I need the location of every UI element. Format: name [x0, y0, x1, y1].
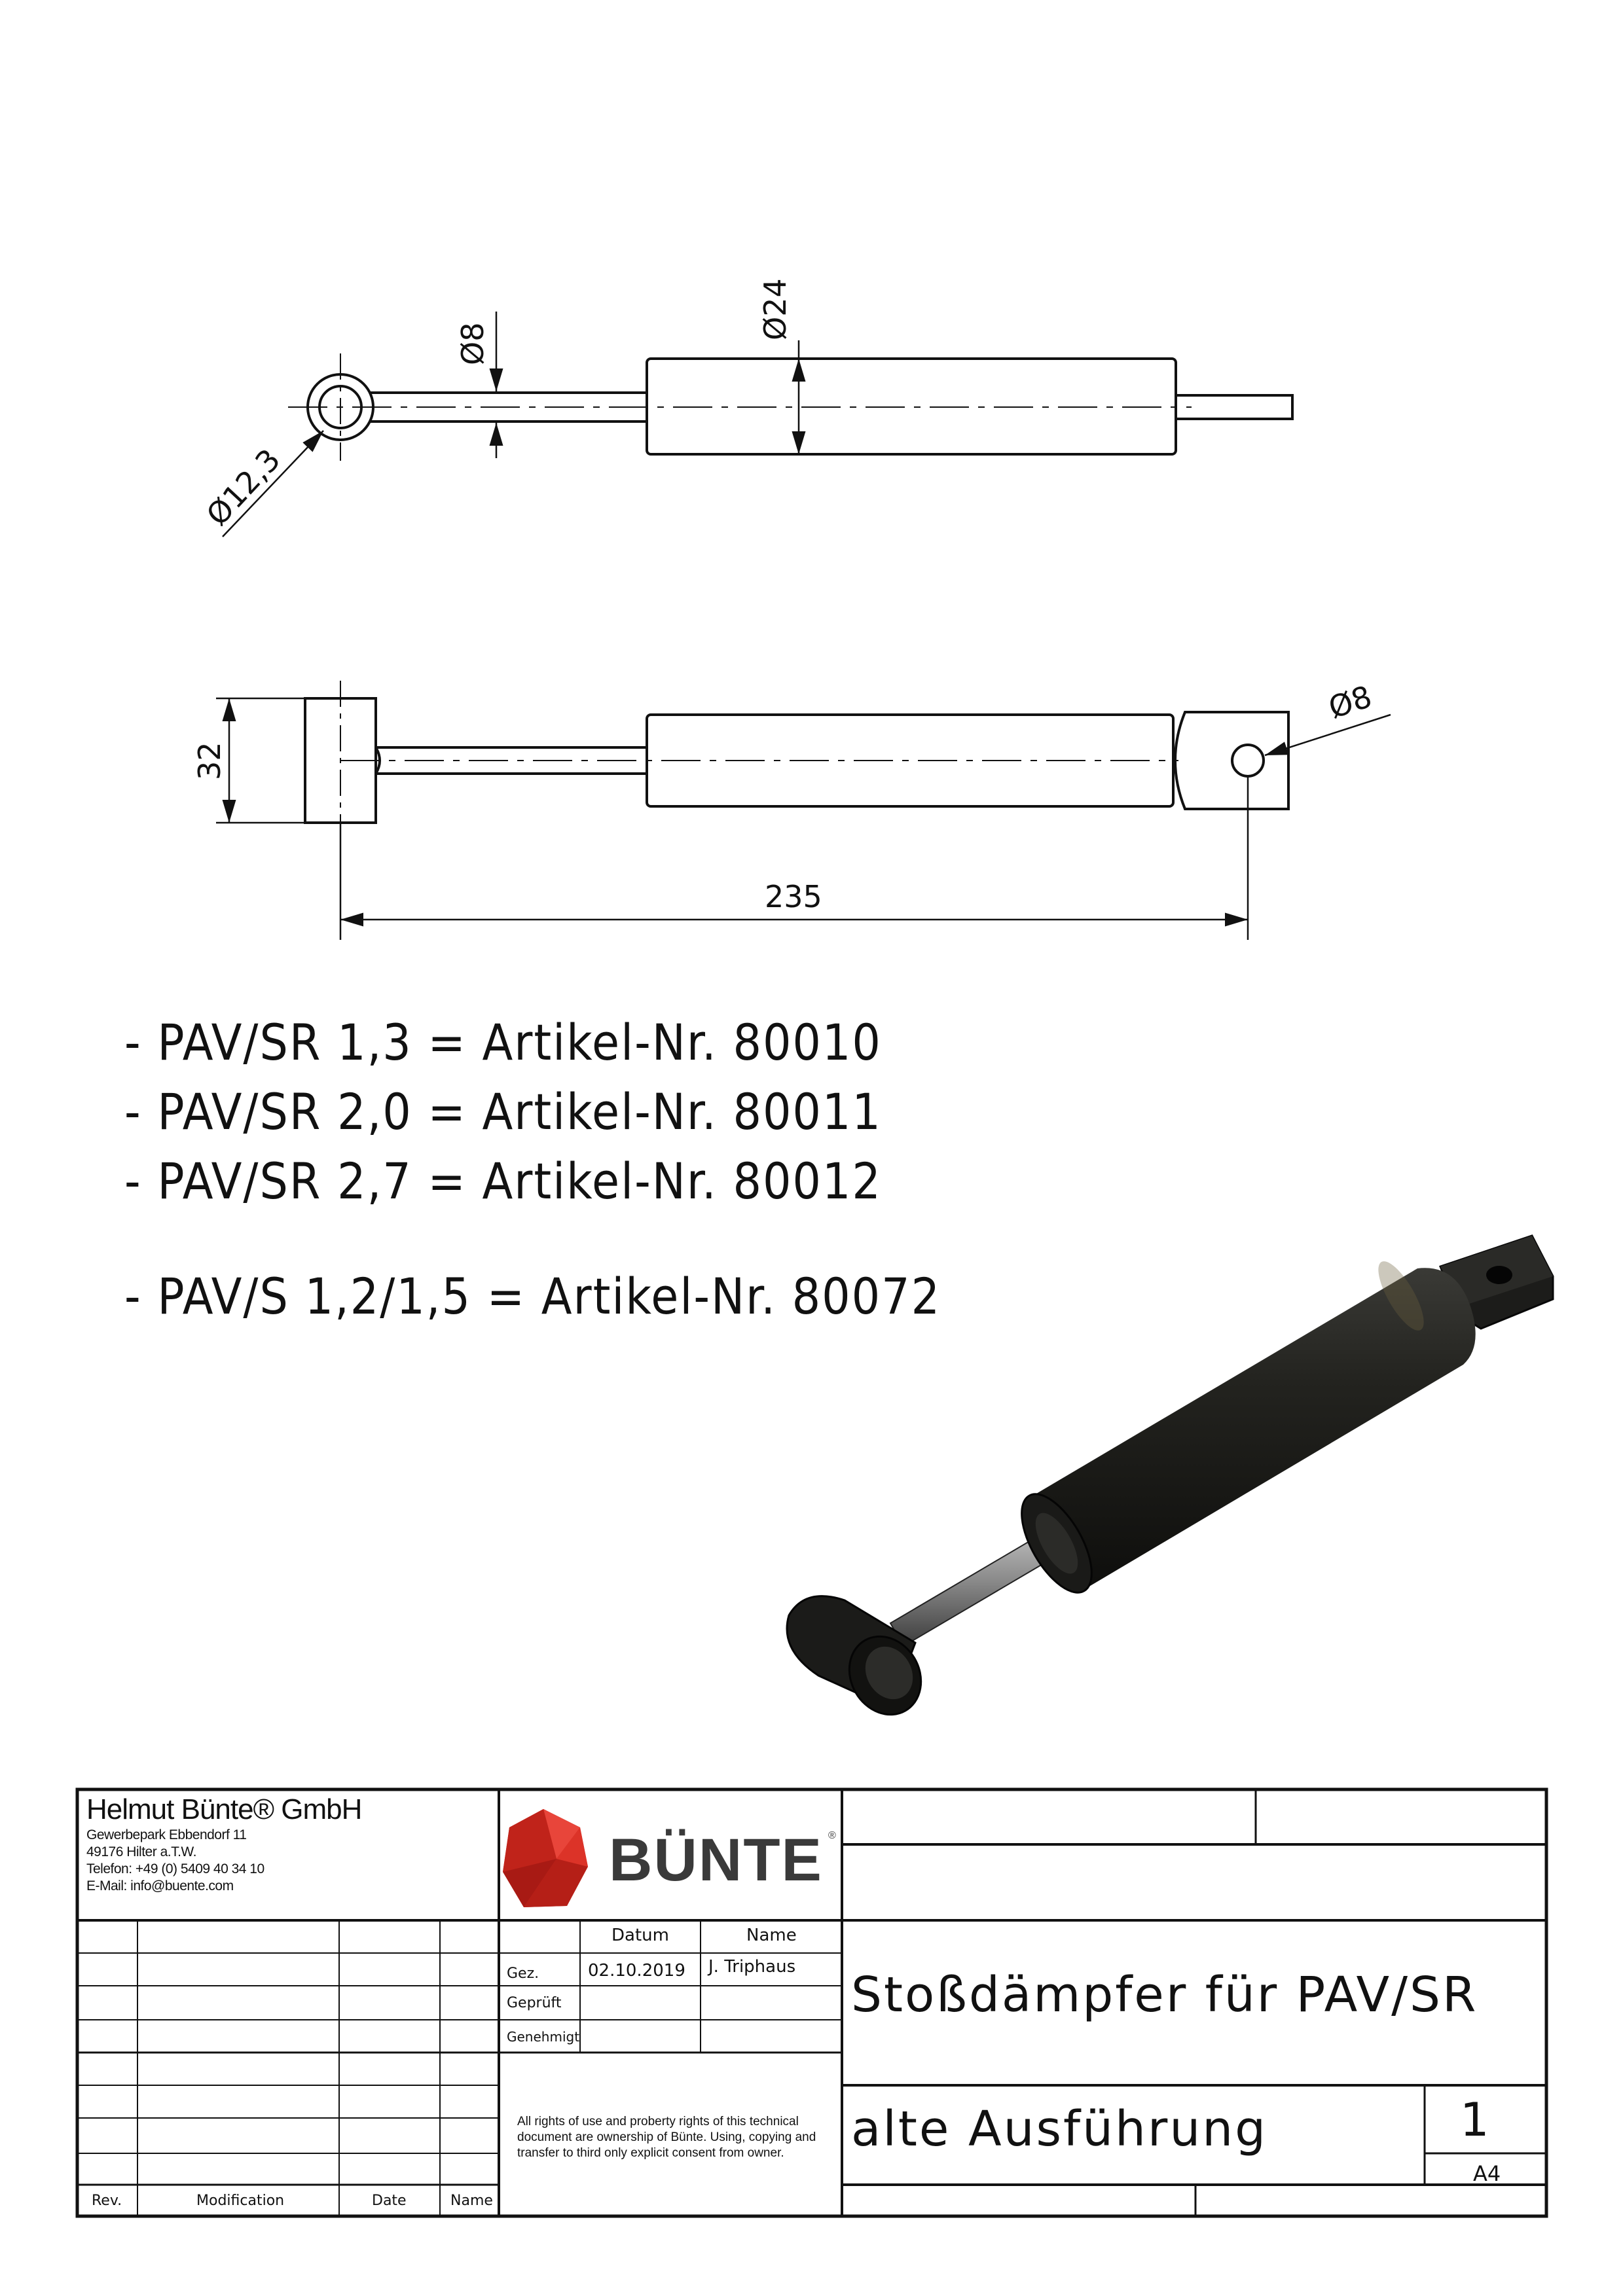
- address-line-1: Gewerbepark Ebbendorf 11: [86, 1827, 247, 1842]
- address-phone: Telefon: +49 (0) 5409 40 34 10: [86, 1861, 264, 1876]
- bracket-hole: [1232, 745, 1264, 776]
- paper-format: A4: [1473, 2161, 1501, 2186]
- gez-name: J. Triphaus: [708, 1957, 796, 1977]
- brand-wordmark: BÜNTE: [609, 1827, 823, 1893]
- row-genehmigt: Genehmigt: [507, 2029, 580, 2045]
- buente-logo-icon: [503, 1809, 588, 1907]
- dim-rod-diameter: Ø8: [455, 322, 490, 365]
- part-line-4: - PAV/S 1,2/1,5 = Artikel-Nr. 80072: [124, 1267, 941, 1325]
- gez-date: 02.10.2019: [588, 1961, 685, 1981]
- brand-registered-mark: ®: [828, 1830, 836, 1841]
- col-modification: Modification: [196, 2193, 285, 2209]
- drawing-title: Stoßdämpfer für PAV/SR: [851, 1967, 1478, 2023]
- part-line-1: - PAV/SR 1,3 = Artikel-Nr. 80010: [124, 1013, 882, 1071]
- part-line-3: - PAV/SR 2,7 = Artikel-Nr. 80012: [124, 1152, 882, 1210]
- col-name-rev: Name: [450, 2193, 493, 2209]
- col-date: Date: [372, 2193, 407, 2209]
- row-geprueft: Geprüft: [507, 1995, 562, 2011]
- part-line-2: - PAV/SR 2,0 = Artikel-Nr. 80011: [124, 1083, 882, 1141]
- drawing-subtitle: alte Ausführung: [851, 2101, 1268, 2157]
- address-email: E-Mail: info@buente.com: [86, 1878, 234, 1893]
- col-datum: Datum: [611, 1926, 669, 1945]
- sheet-number: 1: [1460, 2093, 1489, 2147]
- company-name: Helmut Bünte® GmbH: [86, 1793, 362, 1825]
- row-gez: Gez.: [507, 1965, 539, 1982]
- col-name: Name: [746, 1926, 797, 1945]
- dim-eye-diameter: Ø12,3: [199, 442, 287, 533]
- col-rev: Rev.: [92, 2193, 122, 2209]
- dim-length: 235: [765, 879, 822, 914]
- legal-notice: All rights of use and proberty rights of this technical document are ownership of Bünte. Using, copying and transfer to third only explicit consent from owner.: [517, 2115, 816, 2160]
- top-view: [223, 312, 1292, 537]
- dim-hole-diameter: Ø8: [1324, 678, 1376, 726]
- dim-body-diameter: Ø24: [757, 278, 793, 340]
- dim-height: 32: [192, 742, 227, 780]
- address-line-2: 49176 Hilter a.T.W.: [86, 1844, 196, 1859]
- part-number-list: [124, 1008, 941, 1331]
